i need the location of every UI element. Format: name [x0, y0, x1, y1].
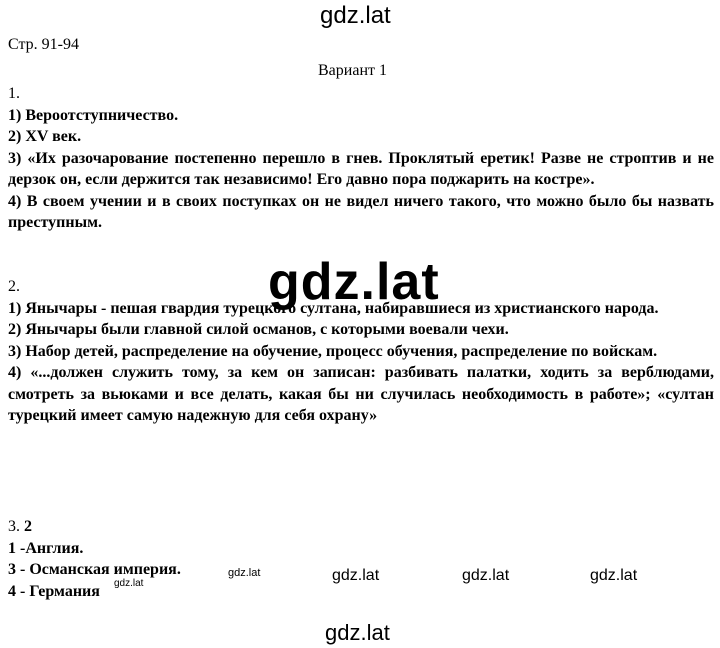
q1-answer-3: 3) «Их разочарование постепенно перешло в гнев. Проклятый еретик! Разве не строптив и не дерзок он, если держится так независимо! Его давно пора поджарить на костре». — [8, 149, 714, 188]
watermark-small-1: gdz.lat — [228, 567, 261, 579]
q1-answer-1: 1) Вероотступничество. — [8, 106, 179, 124]
question-3-answer-number: 2 — [24, 518, 32, 535]
q2-answer-1: 1) Янычары - пешая гвардия турецкого султана, набиравшиеся из христианского народа. — [8, 299, 659, 317]
question-3-header — [8, 516, 714, 538]
q2-answer-4: 4) «...должен служить тому, за кем он записан: разбивать палатки, ходить за верблюдами, смотреть за вьюками и все делать, какая бы ни случилась необходимость в работе»; «султан турецкий имеет самую надежную для себя охрану» — [8, 364, 714, 424]
question-1 — [8, 83, 714, 234]
watermark-top: gdz.lat — [320, 2, 391, 29]
watermark-bottom: gdz.lat — [325, 620, 390, 645]
watermark-small-5: gdz.lat — [590, 567, 638, 584]
q1-answer-2: 2) XV век. — [8, 128, 82, 145]
variant-heading: Вариант 1 — [318, 62, 387, 79]
question-3 — [8, 516, 714, 602]
watermark-small-4: gdz.lat — [462, 567, 510, 584]
q2-answer-2: 2) Янычары были главной силой османов, с которыми воевали чехи. — [8, 321, 509, 338]
watermark-small-2: gdz.lat — [114, 578, 144, 589]
question-3-number: 3. — [8, 518, 20, 535]
q3-answer-3: 4 - Германия — [8, 582, 100, 600]
watermark-center: gdz.lat — [268, 253, 440, 311]
question-2-number: 2. — [8, 278, 20, 295]
question-1-number: 1. — [8, 85, 20, 102]
q3-answer-2: 3 - Османская империя. — [8, 561, 181, 578]
q3-answer-1: 1 -Англия. — [8, 539, 84, 557]
q2-answer-3: 3) Набор детей, распределение на обучение, процесс обучения, распределение по войскам. — [8, 342, 658, 360]
q1-answer-4: 4) В своем учении и в своих поступках он не видел ничего такого, что можно было бы назвать преступным. — [8, 192, 714, 231]
watermark-small-3: gdz.lat — [332, 567, 380, 584]
page-reference: Стр. 91-94 — [8, 36, 79, 53]
